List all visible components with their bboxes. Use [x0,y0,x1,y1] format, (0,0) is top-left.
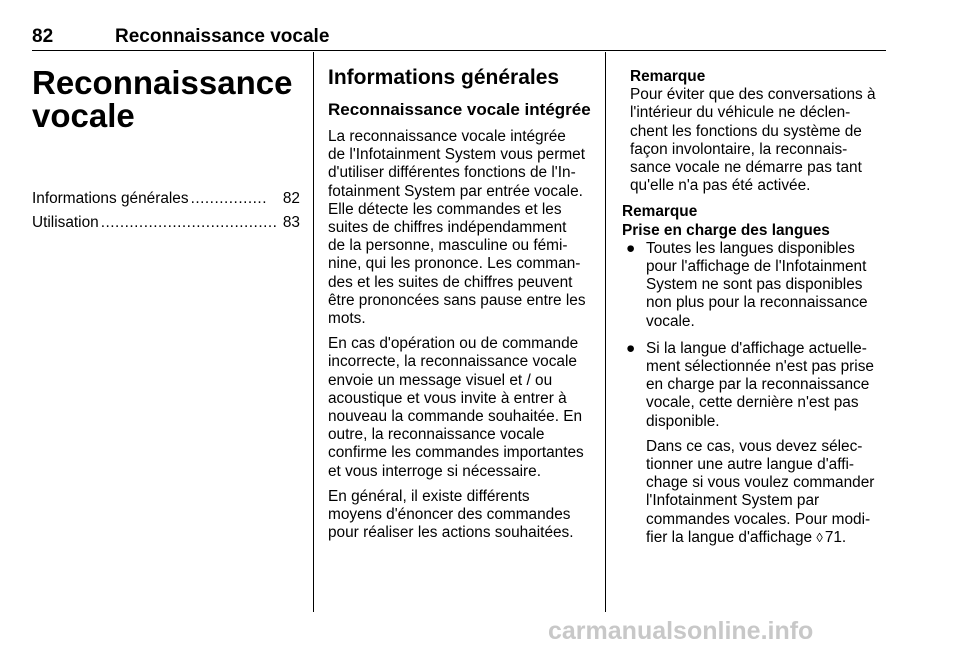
header-rule [32,50,886,51]
bullet-icon: ● [626,339,636,357]
note-subheading: Prise en charge des langues [622,221,830,239]
column-divider-right [605,52,606,612]
note-box-activation: Remarque Pour éviter que des conversations à l'intérieur du véhicule ne déclen- chent les fonctions du système de façon involontaire, la reconnais- sance vocale ne démarre pas tant qu'elle n'a pas été activée. [622,68,890,195]
bullet-icon: ● [626,239,636,257]
note-label: Remarque [622,203,698,221]
page-reference-link[interactable]: 71. [824,528,847,546]
column-divider-left [313,52,314,612]
page-header [32,26,886,50]
running-title: Reconnaissance vocale [115,26,330,47]
list-item: ● Si la langue d'affichage actuelle- ment sélectionnée n'est pas prise en charge par la reconnaissance vocale, cette dernière n'est pas disponible. Dans ce cas, vous devez sélec- tionner une autre langue d'affi- chage si vous voulez commander l'Infotainment System par commandes vocales. Pour modi- fier la langue d'affichage ◊ 71. [626,339,875,546]
subsection-heading: Reconnaissance vocale intégrée [328,100,591,119]
paragraph-general: En général, il existe différents moyens d'énoncer des commandes pour réaliser les actions souhaitées. [328,487,574,542]
section-heading: Informations générales [328,66,560,89]
right-column [622,68,890,556]
page-reference-icon: ◊ [816,529,823,545]
paragraph-errors: En cas d'opération ou de commande incorrecte, la reconnaissance vocale envoie un message visuel et / ou acoustique et vous invite à entrer à nouveau la commande souhaitée. En outre, la reconnaissance vocale confirme les commandes importantes et vous interroge si nécessaire. [328,335,584,480]
middle-column [328,60,596,549]
toc-entry-informations-generales[interactable]: Informations générales ................ 82 [32,190,300,207]
note-box-languages [622,203,890,547]
chapter-title: Reconnaissance vocale [32,64,293,134]
paragraph-intro: La reconnaissance vocale intégrée de l'Infotainment System vous permet d'utiliser différentes fonctions de l'In- fotainment System par entrée vocale. Elle détecte les commandes et les suites de chiffres indépendamment de la personne, masculine ou fémi- nine, qui les prononce. Les comman- des et les suites de chiffres peuvent être prononcées sans pause entre les mots. [328,128,586,328]
left-column [32,60,300,238]
watermark: carmanualsonline.info [548,617,814,645]
page-number: 82 [32,26,54,47]
note-label: Remarque [630,68,706,85]
table-of-contents [32,190,300,238]
list-item: ● Toutes les langues disponibles pour l'affichage de l'Infotainment System ne sont pas disponibles non plus pour la reconnaissance vocale. [626,239,868,330]
bullet-list [622,240,890,547]
toc-entry-utilisation[interactable]: Utilisation ..................................... 83 [32,214,300,231]
